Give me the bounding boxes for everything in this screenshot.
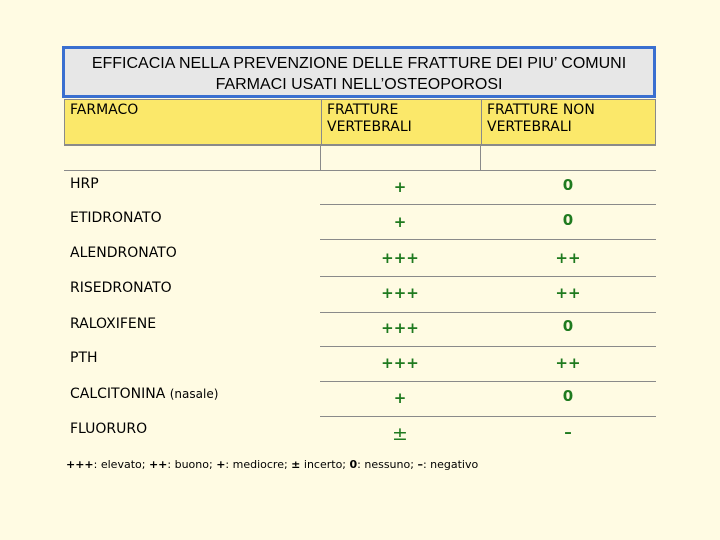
row-divider xyxy=(320,381,656,382)
value-non-vertebrali: ++ xyxy=(555,249,581,267)
header-non-vertebrali-line1: FRATTURE NON xyxy=(487,102,595,118)
value-non-vertebrali: – xyxy=(564,423,572,441)
value-non-vertebrali: 0 xyxy=(562,211,574,229)
column-divider xyxy=(320,145,321,171)
row-divider xyxy=(320,204,656,205)
legend xyxy=(66,458,478,472)
row-label-hrp: HRP xyxy=(70,176,99,192)
title-line-2: FARMACI USATI NELL’OSTEOPOROSI xyxy=(215,76,503,93)
row-label-etidronato: ETIDRONATO xyxy=(70,210,162,226)
legend-symbol: – xyxy=(417,458,423,471)
row-divider xyxy=(320,276,656,277)
legend-text: : nessuno; xyxy=(357,458,418,471)
column-divider xyxy=(480,145,481,171)
row-divider xyxy=(64,145,656,146)
header-divider xyxy=(321,100,322,144)
row-divider xyxy=(320,346,656,347)
row-label-alendronato: ALENDRONATO xyxy=(70,245,177,261)
row-label-pth: PTH xyxy=(70,350,98,366)
value-vertebrali: +++ xyxy=(381,354,419,372)
row-divider xyxy=(320,239,656,240)
value-vertebrali: +++ xyxy=(381,319,419,337)
header-divider xyxy=(481,100,482,144)
legend-symbol: ++ xyxy=(148,458,168,471)
row-divider xyxy=(64,170,656,171)
legend-text: incerto; xyxy=(300,458,350,471)
row-divider xyxy=(320,416,656,417)
legend-text: : elevato; xyxy=(93,458,149,471)
row-label-fluoruro: FLUORURO xyxy=(70,421,148,437)
title-line-1: EFFICACIA NELLA PREVENZIONE DELLE FRATTURE DEI PIU’ COMUNI xyxy=(91,55,627,72)
header-non-vertebrali-line2: VERTEBRALI xyxy=(487,119,572,135)
row-label-risedronato: RISEDRONATO xyxy=(70,280,172,296)
value-vertebrali: + xyxy=(393,213,407,231)
header-non-vertebrali xyxy=(487,102,595,136)
value-vertebrali: + xyxy=(393,389,407,407)
legend-symbol: ± xyxy=(291,458,301,471)
header-farmaco: FARMACO xyxy=(70,102,139,118)
header-vertebrali-line1: FRATTURE xyxy=(327,102,399,118)
table-header xyxy=(64,99,656,145)
legend-text: : negativo xyxy=(422,458,479,471)
row-label-calcitonina xyxy=(70,386,218,403)
table-title xyxy=(62,46,656,98)
value-non-vertebrali: 0 xyxy=(562,176,574,194)
row-label-calcitonina-note: (nasale) xyxy=(169,387,219,401)
value-non-vertebrali: ++ xyxy=(555,284,581,302)
value-non-vertebrali: 0 xyxy=(562,317,574,335)
value-vertebrali: + xyxy=(393,178,407,196)
legend-symbol: 0 xyxy=(349,458,358,471)
value-non-vertebrali: 0 xyxy=(562,387,574,405)
value-vertebrali: +++ xyxy=(381,249,419,267)
header-vertebrali xyxy=(327,102,412,136)
value-vertebrali: +++ xyxy=(381,284,419,302)
row-label-raloxifene: RALOXIFENE xyxy=(70,316,157,332)
value-non-vertebrali: ++ xyxy=(555,354,581,372)
legend-text: : mediocre; xyxy=(225,458,292,471)
header-vertebrali-line2: VERTEBRALI xyxy=(327,119,412,135)
row-label-calcitonina-name: CALCITONINA xyxy=(70,386,166,402)
value-vertebrali: ± xyxy=(392,423,408,445)
legend-symbol: + xyxy=(216,458,226,471)
row-divider xyxy=(320,312,656,313)
legend-text: : buono; xyxy=(167,458,217,471)
legend-symbol: +++ xyxy=(66,458,94,471)
